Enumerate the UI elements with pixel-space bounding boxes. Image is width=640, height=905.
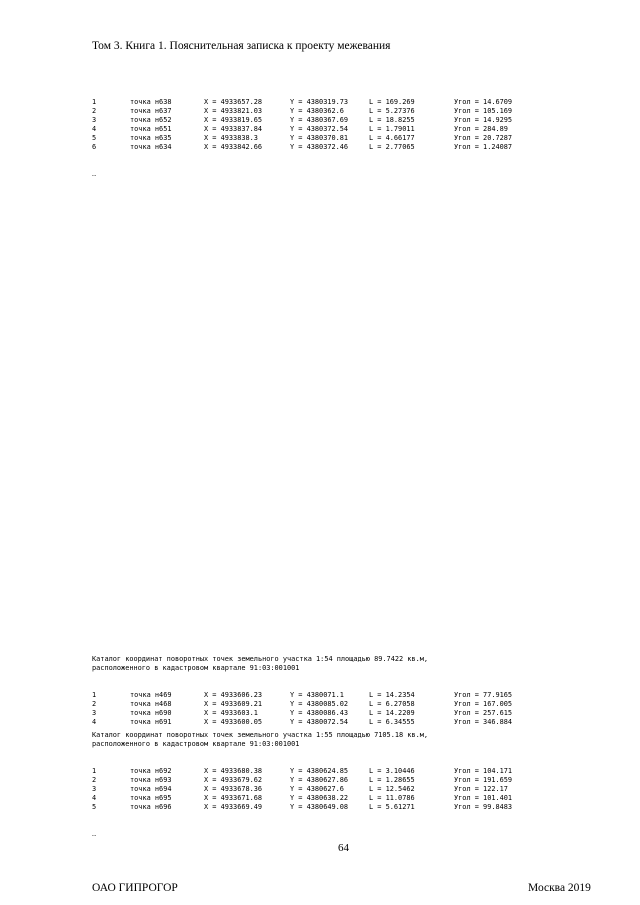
coord-y: Y = 4380372.54 [290, 125, 349, 133]
point-number: 4 [92, 794, 97, 802]
coord-x: X = 4933679.62 [204, 776, 263, 784]
bearing-angle: Угол = 257.615 [454, 709, 513, 717]
coord-x: X = 4933606.23 [204, 691, 263, 699]
point-name: точка н691 [130, 718, 172, 726]
segment-length: L = 3.10446 [369, 767, 415, 775]
coord-x: X = 4933680.38 [204, 767, 263, 775]
coordinate-table-1 [92, 62, 602, 197]
more-rows-marker: … [92, 830, 97, 838]
point-number: 3 [92, 116, 97, 124]
table-row [92, 803, 602, 812]
point-name: точка н690 [130, 709, 172, 717]
table-row [92, 125, 602, 134]
point-name: точка н693 [130, 776, 172, 784]
point-number: 4 [92, 718, 97, 726]
table-row [92, 143, 602, 152]
table-caption: Каталог координат поворотных точек земельного участка 1:54 площадью 89.7422 кв.м, расположенного в кадастровом квартале 91:03:001001 [92, 655, 429, 672]
coord-x: X = 4933678.36 [204, 785, 263, 793]
point-name: точка н637 [130, 107, 172, 115]
segment-length: L = 5.61271 [369, 803, 415, 811]
coord-x: X = 4933600.05 [204, 718, 263, 726]
segment-length: L = 4.66177 [369, 134, 415, 142]
segment-length: L = 2.77065 [369, 143, 415, 151]
point-number: 2 [92, 107, 97, 115]
bearing-angle: Угол = 1.24087 [454, 143, 513, 151]
coord-y: Y = 4380072.54 [290, 718, 349, 726]
coord-x: X = 4933838.3 [204, 134, 258, 142]
segment-length: L = 12.5462 [369, 785, 415, 793]
coord-y: Y = 4380086.43 [290, 709, 349, 717]
table-row [92, 98, 602, 107]
bearing-angle: Угол = 14.9295 [454, 116, 513, 124]
bearing-angle: Угол = 167.005 [454, 700, 513, 708]
coord-y: Y = 4380071.1 [290, 691, 344, 699]
coord-y: Y = 4380362.6 [290, 107, 344, 115]
coord-y: Y = 4380367.69 [290, 116, 349, 124]
point-number: 5 [92, 134, 97, 142]
coord-y: Y = 4380085.02 [290, 700, 349, 708]
coord-y: Y = 4380319.73 [290, 98, 349, 106]
bearing-angle: Угол = 284.89 [454, 125, 508, 133]
segment-length: L = 11.0786 [369, 794, 415, 802]
point-name: точка н692 [130, 767, 172, 775]
point-name: точка н468 [130, 700, 172, 708]
table-row [92, 700, 602, 709]
point-name: точка н696 [130, 803, 172, 811]
table-rows [92, 767, 602, 812]
footer-organization: ОАО ГИПРОГОР [92, 882, 178, 894]
point-number: 3 [92, 785, 97, 793]
table-row [92, 767, 602, 776]
coord-y: Y = 4380372.46 [290, 143, 349, 151]
bearing-angle: Угол = 122.17 [454, 785, 508, 793]
coord-x: X = 4933609.21 [204, 700, 263, 708]
segment-length: L = 1.28655 [369, 776, 415, 784]
coordinate-table-3 [92, 713, 602, 857]
segment-length: L = 6.27058 [369, 700, 415, 708]
bearing-angle: Угол = 105.169 [454, 107, 513, 115]
segment-length: L = 5.27376 [369, 107, 415, 115]
point-name: точка н695 [130, 794, 172, 802]
more-rows-marker: … [92, 170, 97, 178]
coord-y: Y = 4380627.86 [290, 776, 349, 784]
point-number: 1 [92, 691, 97, 699]
table-row [92, 116, 602, 125]
point-number: 1 [92, 98, 97, 106]
table-row [92, 691, 602, 700]
table-rows [92, 98, 602, 152]
point-name: точка н652 [130, 116, 172, 124]
bearing-angle: Угол = 20.7287 [454, 134, 513, 142]
coord-y: Y = 4380649.08 [290, 803, 349, 811]
segment-length: L = 14.2354 [369, 691, 415, 699]
table-row [92, 107, 602, 116]
table-row [92, 776, 602, 785]
bearing-angle: Угол = 14.6709 [454, 98, 513, 106]
point-name: точка н638 [130, 98, 172, 106]
coord-y: Y = 4380627.6 [290, 785, 344, 793]
point-number: 1 [92, 767, 97, 775]
coord-y: Y = 4380624.85 [290, 767, 349, 775]
segment-length: L = 1.79011 [369, 125, 415, 133]
point-number: 3 [92, 709, 97, 717]
page-header: Том 3. Книга 1. Пояснительная записка к проекту межевания [92, 40, 391, 52]
footer-city-year: Москва 2019 [528, 882, 591, 894]
point-number: 6 [92, 143, 97, 151]
point-number: 2 [92, 776, 97, 784]
segment-length: L = 14.2209 [369, 709, 415, 717]
table-caption: Каталог координат поворотных точек земельного участка 1:55 площадью 7105.18 кв.м, расположенного в кадастровом квартале 91:03:001001 [92, 731, 429, 748]
coord-x: X = 4933821.03 [204, 107, 263, 115]
coord-x: X = 4933819.65 [204, 116, 263, 124]
table-row [92, 794, 602, 803]
point-name: точка н694 [130, 785, 172, 793]
bearing-angle: Угол = 99.8483 [454, 803, 513, 811]
coord-x: X = 4933671.68 [204, 794, 263, 802]
point-name: точка н651 [130, 125, 172, 133]
bearing-angle: Угол = 346.884 [454, 718, 513, 726]
segment-length: L = 18.8255 [369, 116, 415, 124]
coord-x: X = 4933657.28 [204, 98, 263, 106]
bearing-angle: Угол = 191.659 [454, 776, 513, 784]
coord-y: Y = 4380638.22 [290, 794, 349, 802]
segment-length: L = 169.269 [369, 98, 415, 106]
point-number: 5 [92, 803, 97, 811]
page-number: 64 [338, 842, 349, 854]
coord-x: X = 4933842.66 [204, 143, 263, 151]
point-name: точка н634 [130, 143, 172, 151]
coord-y: Y = 4380370.81 [290, 134, 349, 142]
bearing-angle: Угол = 101.401 [454, 794, 513, 802]
point-number: 2 [92, 700, 97, 708]
point-name: точка н469 [130, 691, 172, 699]
point-name: точка н635 [130, 134, 172, 142]
table-row [92, 785, 602, 794]
bearing-angle: Угол = 77.9165 [454, 691, 513, 699]
bearing-angle: Угол = 104.171 [454, 767, 513, 775]
coord-x: X = 4933837.84 [204, 125, 263, 133]
coord-x: X = 4933603.1 [204, 709, 258, 717]
coord-x: X = 4933669.49 [204, 803, 263, 811]
table-row [92, 134, 602, 143]
point-number: 4 [92, 125, 97, 133]
segment-length: L = 6.34555 [369, 718, 415, 726]
